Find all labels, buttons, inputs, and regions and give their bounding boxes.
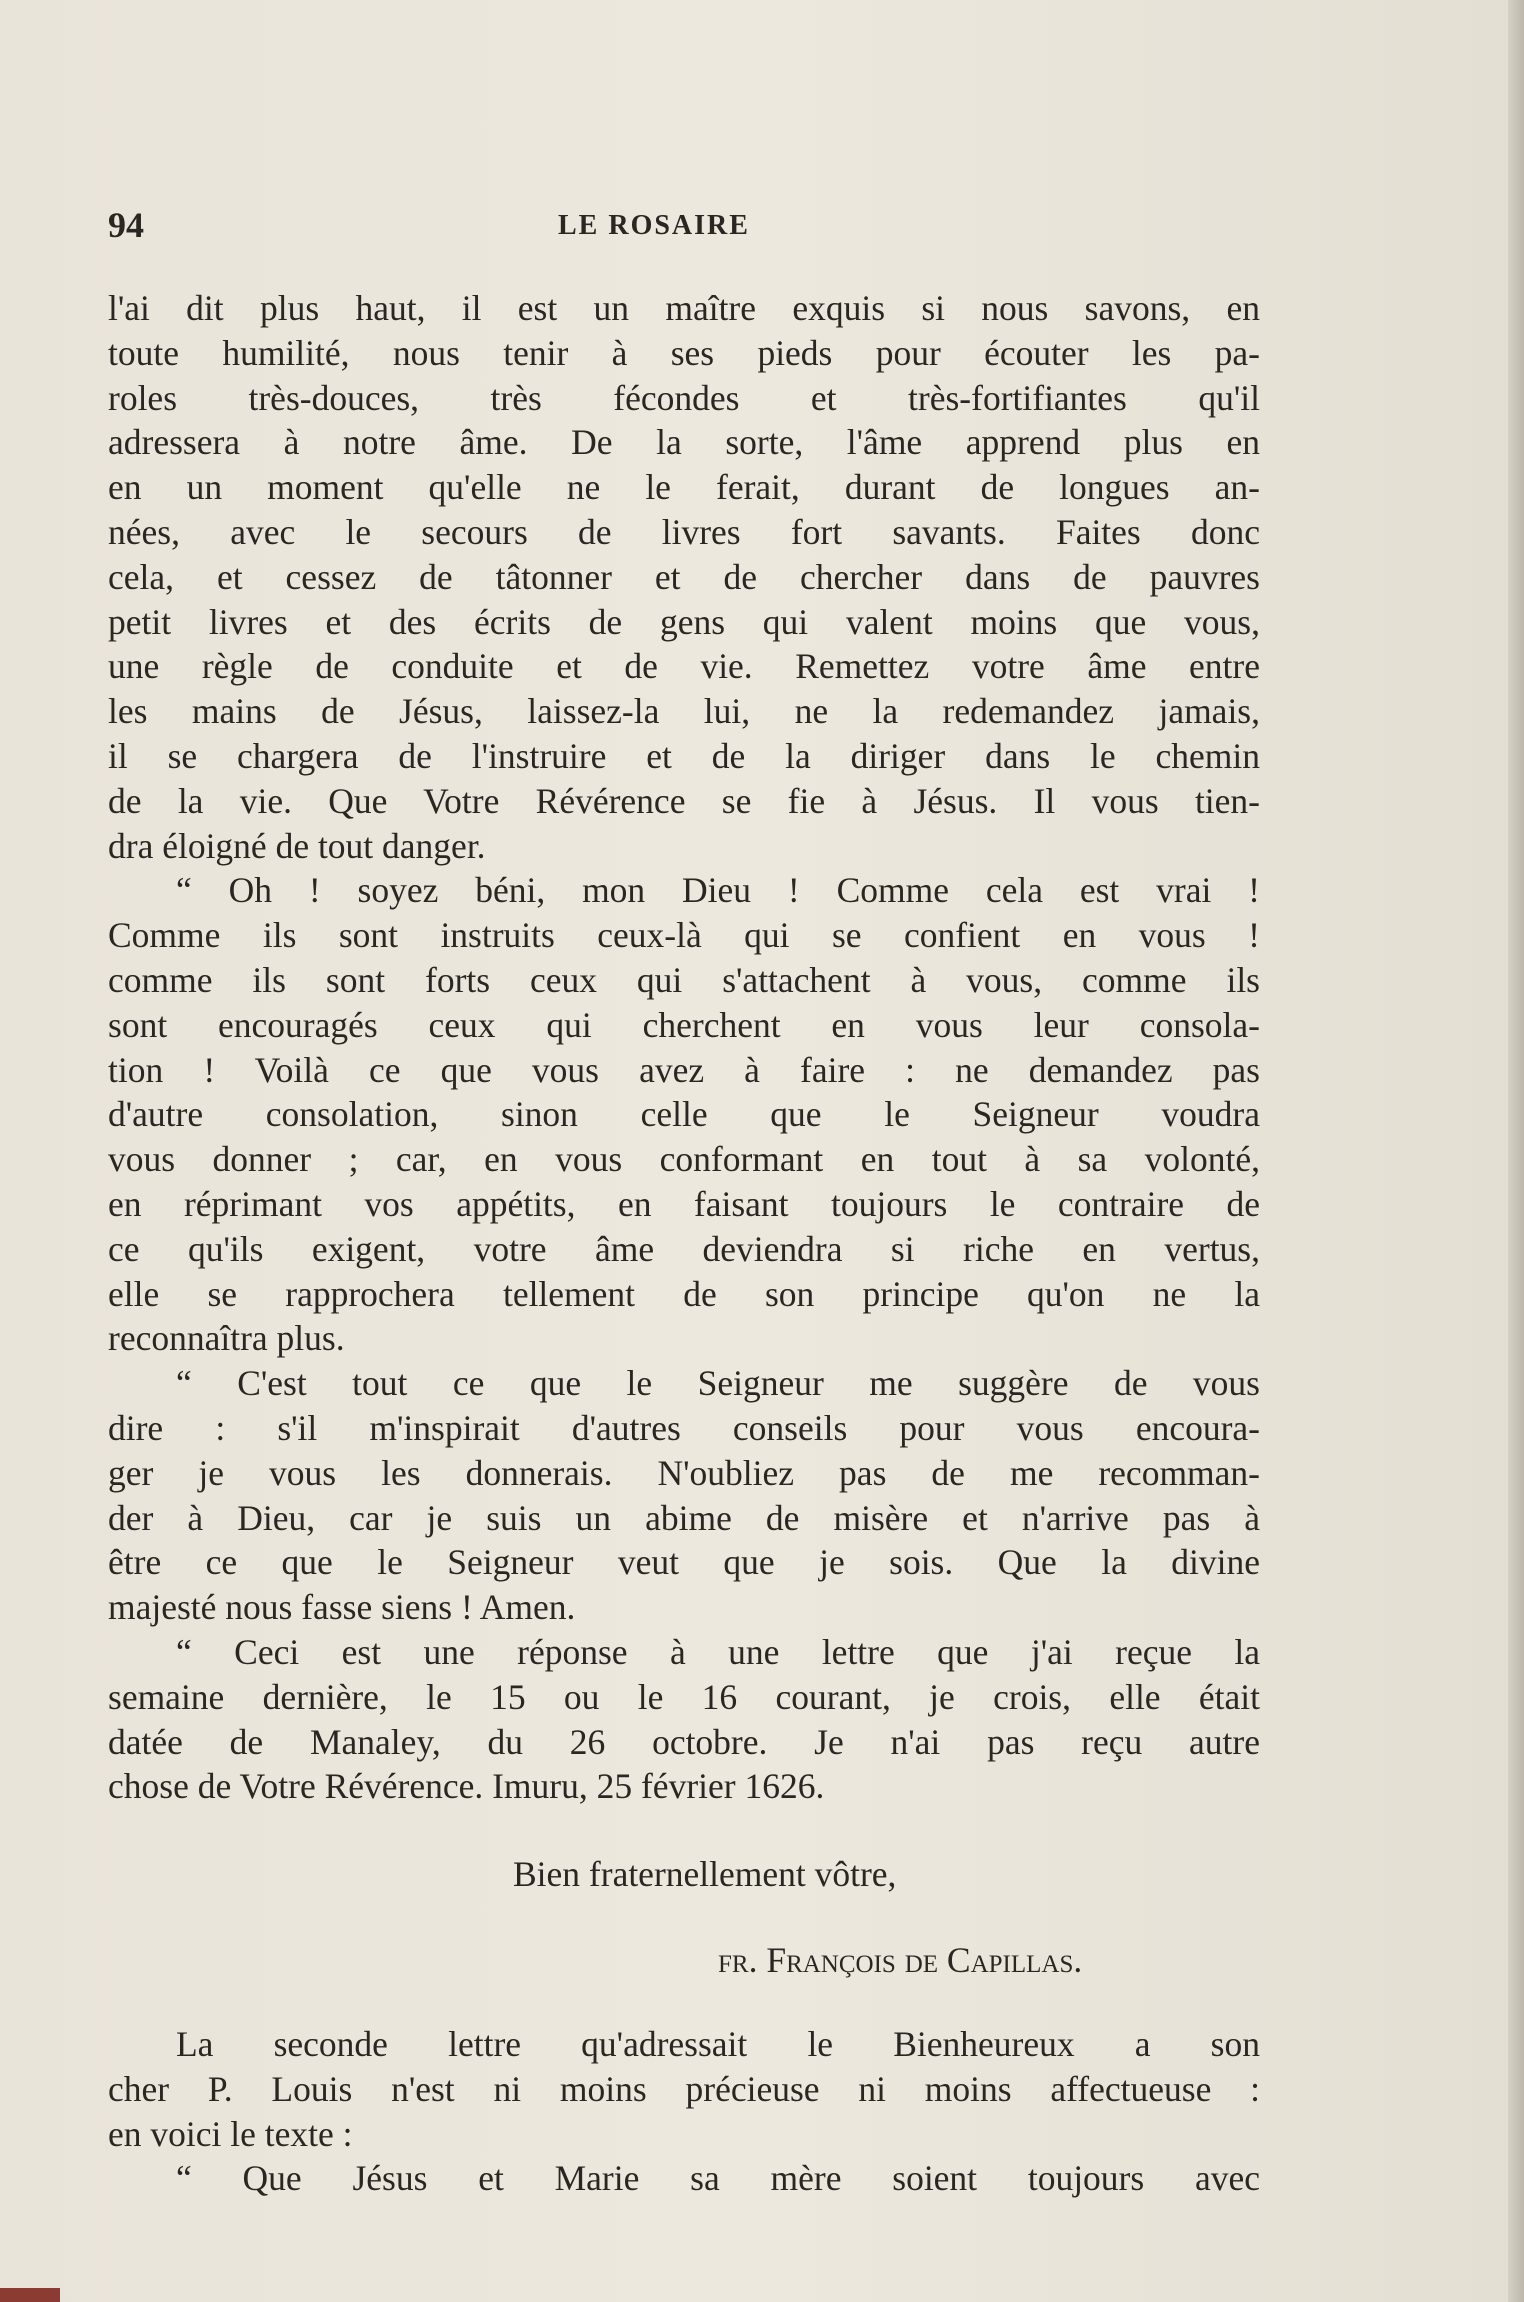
text-line: semaine dernière, le 15 ou le 16 courant, je crois, elle était (108, 1676, 1260, 1717)
text-line: toute humilité, nous tenir à ses pieds pour écouter les pa- (108, 332, 1260, 373)
text-line: vous donner ; car, en vous conformant en tout à sa volonté, (108, 1139, 1260, 1180)
text-line: en un moment qu'elle ne le ferait, durant de longues an- (108, 467, 1260, 508)
second-letter-intro (108, 2022, 1260, 2201)
running-title: LE ROSAIRE (558, 210, 750, 241)
text-line: petit livres et des écrits de gens qui valent moins que vous, (108, 601, 1260, 642)
page-edge (1508, 0, 1524, 2302)
text-line: en réprimant vos appétits, en faisant toujours le contraire de (108, 1183, 1260, 1224)
signature: fr. François de Capillas. (718, 1940, 1083, 1980)
text-line: d'autre consolation, sinon celle que le Seigneur voudra (108, 1094, 1260, 1135)
text-line: nées, avec le secours de livres fort savants. Faites donc (108, 511, 1260, 552)
text-line: La seconde lettre qu'adressait le Bienheureux a son (176, 2024, 1260, 2064)
text-line: les mains de Jésus, laissez-la lui, ne la redemandez jamais, (108, 691, 1260, 732)
text-line: datée de Manaley, du 26 octobre. Je n'ai pas reçu autre (108, 1721, 1260, 1762)
text-line: il se chargera de l'instruire et de la diriger dans le chemin (108, 735, 1260, 776)
text-line: tion ! Voilà ce que vous avez à faire : ne demandez pas (108, 1049, 1260, 1090)
text-line: dra éloigné de tout danger. (108, 825, 486, 866)
text-line: une règle de conduite et de vie. Remettez votre âme entre (108, 646, 1260, 687)
page-number: 94 (108, 205, 144, 245)
text-line: reconnaîtra plus. (108, 1318, 345, 1359)
text-line: être ce que le Seigneur veut que je sois. Que la divine (108, 1542, 1260, 1583)
binding-mark (0, 2288, 60, 2302)
text-line: “ Que Jésus et Marie sa mère soient toujours avec (176, 2158, 1260, 2199)
letter-body (108, 286, 1260, 1809)
text-line: comme ils sont forts ceux qui s'attachent à vous, comme ils (108, 959, 1260, 1000)
text-line: chose de Votre Révérence. Imuru, 25 février 1626. (108, 1766, 825, 1807)
page-header (108, 204, 1258, 244)
text-line: ce qu'ils exigent, votre âme deviendra si riche en vertus, (108, 1228, 1260, 1269)
text-line: ger je vous les donnerais. N'oubliez pas de me recomman- (108, 1452, 1260, 1493)
text-line: adressera à notre âme. De la sorte, l'âme apprend plus en (108, 422, 1260, 463)
salutation: Bien fraternellement vôtre, (513, 1854, 897, 1894)
text-line: “ Ceci est une réponse à une lettre que j'ai reçue la (176, 1631, 1260, 1672)
text-line: sont encouragés ceux qui cherchent en vous leur consola- (108, 1004, 1260, 1045)
text-line: en voici le texte : (108, 2113, 353, 2154)
text-line: de la vie. Que Votre Révérence se fie à Jésus. Il vous tien- (108, 780, 1260, 821)
text-line: “ Oh ! soyez béni, mon Dieu ! Comme cela est vrai ! (176, 870, 1260, 911)
text-line: majesté nous fasse siens ! Amen. (108, 1587, 576, 1628)
text-line: elle se rapprochera tellement de son principe qu'on ne la (108, 1273, 1260, 1314)
text-line: l'ai dit plus haut, il est un maître exquis si nous savons, en (108, 288, 1260, 328)
text-line: cher P. Louis n'est ni moins précieuse ni moins affectueuse : (108, 2068, 1260, 2109)
text-line: roles très-douces, très fécondes et très-fortifiantes qu'il (108, 377, 1260, 418)
text-line: “ C'est tout ce que le Seigneur me suggère de vous (176, 1363, 1260, 1404)
text-line: dire : s'il m'inspirait d'autres conseils pour vous encoura- (108, 1407, 1260, 1448)
text-line: der à Dieu, car je suis un abime de misère et n'arrive pas à (108, 1497, 1260, 1538)
text-line: Comme ils sont instruits ceux-là qui se confient en vous ! (108, 915, 1260, 956)
text-line: cela, et cessez de tâtonner et de chercher dans de pauvres (108, 556, 1260, 597)
